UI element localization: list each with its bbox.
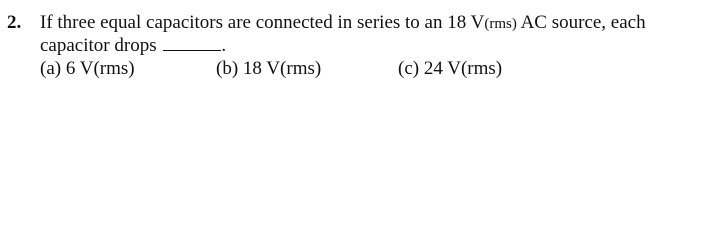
option-c[interactable]	[398, 58, 502, 80]
question-text-prefix: If three equal capacitors are connected in series to an 18 V	[40, 12, 485, 33]
question-line-2	[40, 35, 226, 57]
option-a-unit: (rms)	[93, 58, 135, 79]
option-a-label: (a) 6 V	[40, 58, 94, 79]
question-line-1	[40, 12, 646, 35]
option-b-unit: (rms)	[280, 58, 322, 79]
answer-blank	[163, 36, 221, 51]
option-c-label: (c) 24 V	[398, 58, 461, 79]
question-text-continued: capacitor drops	[40, 35, 157, 56]
question-block	[0, 0, 727, 97]
question-text-suffix: AC source, each	[516, 12, 646, 33]
question-number: 2.	[7, 12, 22, 33]
rms-unit: (rms)	[484, 16, 517, 32]
question-period: .	[221, 35, 227, 56]
option-a[interactable]	[40, 58, 135, 80]
option-b[interactable]	[216, 58, 321, 80]
option-b-label: (b) 18 V	[216, 58, 281, 79]
option-c-unit: (rms)	[460, 58, 503, 79]
